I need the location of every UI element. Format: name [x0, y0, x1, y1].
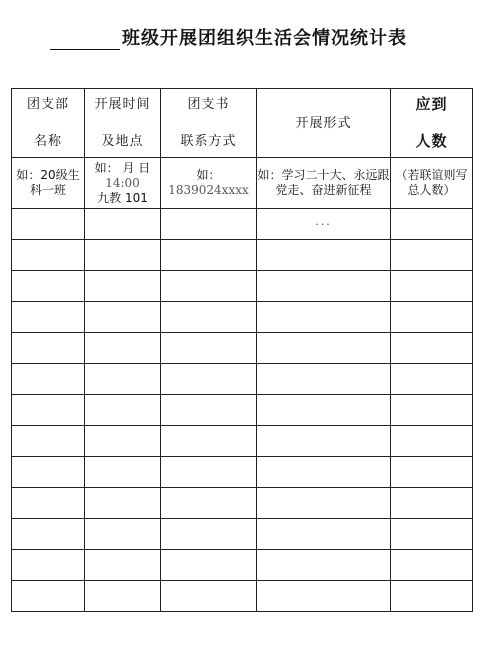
- cell-expected-count[interactable]: [391, 426, 473, 457]
- cell-activity-form[interactable]: [257, 395, 391, 426]
- cell-contact[interactable]: [161, 550, 257, 581]
- cell-time-place[interactable]: [85, 457, 161, 488]
- header-time-place-line1: 开展时间: [94, 97, 151, 112]
- header-expected-count-line1: 应到: [415, 95, 448, 113]
- cell-activity-form[interactable]: [257, 426, 391, 457]
- cell-contact[interactable]: [161, 426, 257, 457]
- table-row: [12, 271, 473, 302]
- example-row: [12, 158, 473, 209]
- cell-activity-form[interactable]: [257, 581, 391, 612]
- cell-activity-form[interactable]: [257, 519, 391, 550]
- cell-expected-count[interactable]: [391, 581, 473, 612]
- cell-time-place[interactable]: [85, 240, 161, 271]
- cell-time-place[interactable]: [85, 488, 161, 519]
- cell-time-place[interactable]: [85, 395, 161, 426]
- cell-expected-count[interactable]: [391, 519, 473, 550]
- table-row: [12, 550, 473, 581]
- example-phone-text: 1839024xxxx: [168, 183, 249, 197]
- example-activity-form[interactable]: [257, 158, 391, 209]
- cell-expected-count[interactable]: [391, 271, 473, 302]
- table-row: [12, 395, 473, 426]
- cell-contact[interactable]: [161, 488, 257, 519]
- cell-time-place[interactable]: [85, 426, 161, 457]
- header-secretary-contact-line2: 联系方式: [180, 134, 237, 149]
- header-activity-form-label: 开展形式: [295, 115, 352, 131]
- table-row: [12, 426, 473, 457]
- cell-contact[interactable]: [161, 271, 257, 302]
- cell-time-place[interactable]: [85, 550, 161, 581]
- cell-expected-count[interactable]: [391, 395, 473, 426]
- cell-activity-form[interactable]: [257, 240, 391, 271]
- cell-branch-name[interactable]: [12, 209, 85, 240]
- example-time-place[interactable]: [85, 158, 161, 209]
- cell-branch-name[interactable]: [12, 519, 85, 550]
- cell-activity-form[interactable]: [257, 364, 391, 395]
- table-row: [12, 240, 473, 271]
- header-secretary-contact-line1: 团支书: [187, 97, 230, 112]
- example-branch-name-text: 如：20级生科一班: [16, 168, 80, 197]
- cell-contact[interactable]: [161, 457, 257, 488]
- header-time-place-line2: 及地点: [101, 134, 144, 149]
- cell-contact[interactable]: [161, 364, 257, 395]
- table-row: [12, 457, 473, 488]
- cell-contact[interactable]: [161, 395, 257, 426]
- table-row: [12, 488, 473, 519]
- form-title-text: 班级开展团组织生活会情况统计表: [122, 28, 407, 49]
- class-name-blank-line: [50, 29, 120, 50]
- cell-branch-name[interactable]: [12, 302, 85, 333]
- cell-time-place[interactable]: [85, 271, 161, 302]
- header-expected-count-line2: 人数: [415, 132, 448, 150]
- header-expected-count: [391, 89, 473, 158]
- cell-branch-name[interactable]: [12, 333, 85, 364]
- table-row: [12, 581, 473, 612]
- cell-contact[interactable]: [161, 333, 257, 364]
- cell-branch-name[interactable]: [12, 550, 85, 581]
- header-branch-name: [12, 89, 85, 158]
- header-secretary-contact: [161, 89, 257, 158]
- cell-expected-count[interactable]: [391, 457, 473, 488]
- cell-expected-count[interactable]: [391, 240, 473, 271]
- cell-branch-name[interactable]: [12, 240, 85, 271]
- cell-contact[interactable]: [161, 209, 257, 240]
- table-row: [12, 302, 473, 333]
- cell-activity-form[interactable]: [257, 333, 391, 364]
- table-row: [12, 364, 473, 395]
- form-title: [50, 22, 407, 50]
- cell-time-place[interactable]: [85, 333, 161, 364]
- cell-branch-name[interactable]: [12, 488, 85, 519]
- cell-contact[interactable]: [161, 519, 257, 550]
- table-row: [12, 519, 473, 550]
- cell-time-place[interactable]: [85, 364, 161, 395]
- cell-expected-count[interactable]: [391, 333, 473, 364]
- ellipsis-text: ···: [315, 217, 332, 231]
- example-contact[interactable]: [161, 158, 257, 209]
- cell-branch-name[interactable]: [12, 364, 85, 395]
- cell-time-place[interactable]: [85, 209, 161, 240]
- example-time-text: 14:00: [105, 175, 140, 190]
- header-branch-name-line2: 名称: [33, 134, 62, 149]
- cell-activity-form[interactable]: [257, 271, 391, 302]
- cell-activity-form[interactable]: [257, 457, 391, 488]
- cell-activity-form[interactable]: [257, 302, 391, 333]
- cell-time-place[interactable]: [85, 302, 161, 333]
- example-branch-name[interactable]: [12, 158, 85, 209]
- cell-time-place[interactable]: [85, 519, 161, 550]
- example-contact-prefix: 如：: [196, 168, 221, 182]
- example-activity-form-text: 如：学习二十大、永远跟党走、奋进新征程: [257, 168, 390, 197]
- header-row: [12, 89, 473, 158]
- example-place-text: 九教 101: [97, 190, 148, 205]
- cell-activity-form[interactable]: [257, 488, 391, 519]
- cell-branch-name[interactable]: [12, 457, 85, 488]
- table-row: [12, 333, 473, 364]
- cell-contact[interactable]: [161, 240, 257, 271]
- example-date-text: 如： 月 日: [94, 160, 151, 175]
- cell-branch-name[interactable]: [12, 426, 85, 457]
- cell-expected-count[interactable]: [391, 550, 473, 581]
- header-time-place: [85, 89, 161, 158]
- cell-time-place[interactable]: [85, 581, 161, 612]
- header-activity-form: [257, 89, 391, 158]
- table-row: [12, 209, 473, 240]
- cell-branch-name[interactable]: [12, 395, 85, 426]
- cell-expected-count[interactable]: [391, 302, 473, 333]
- cell-expected-count[interactable]: [391, 364, 473, 395]
- cell-contact[interactable]: [161, 581, 257, 612]
- cell-expected-count[interactable]: [391, 488, 473, 519]
- cell-contact[interactable]: [161, 302, 257, 333]
- header-branch-name-line1: 团支部: [26, 97, 69, 112]
- cell-expected-count[interactable]: [391, 209, 473, 240]
- cell-activity-form[interactable]: [257, 550, 391, 581]
- example-expected-count-text: （若联谊则写总人数）: [395, 168, 468, 197]
- cell-activity-form[interactable]: [257, 209, 391, 240]
- cell-branch-name[interactable]: [12, 581, 85, 612]
- statistics-table: [11, 88, 473, 612]
- cell-branch-name[interactable]: [12, 271, 85, 302]
- example-expected-count[interactable]: [391, 158, 473, 209]
